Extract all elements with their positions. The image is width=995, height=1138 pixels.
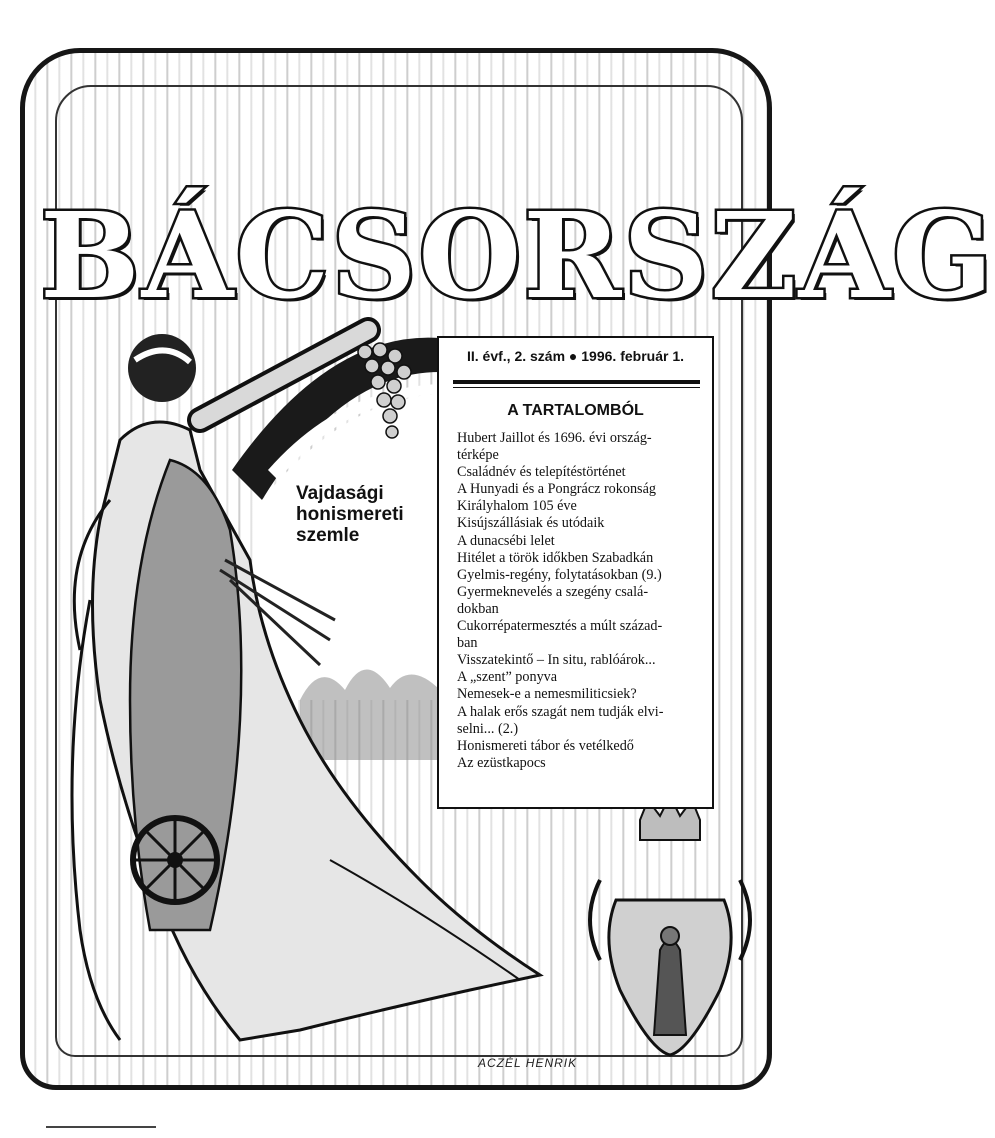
divider-thick <box>453 380 700 384</box>
artist-signature: ACZÉL HENRIK <box>478 1056 578 1070</box>
toc-line: Az ezüstkapocs <box>457 754 546 771</box>
coat-of-arms <box>590 796 750 1055</box>
toc-line: Hitélet a török időkben Szabadkán <box>457 549 654 566</box>
masthead-text: BÁCSORSZÁG <box>40 186 995 325</box>
toc-list <box>457 430 709 772</box>
divider-thin <box>453 387 700 388</box>
toc-line: Honismereti tábor és vetélkedő <box>457 737 634 754</box>
toc-line: A Hunyadi és a Pongrácz rokonság <box>457 481 656 498</box>
toc-line: Kisújszállásiak és utódaik <box>457 515 605 532</box>
masthead-title <box>40 186 995 326</box>
toc-line: dokban <box>457 600 499 617</box>
toc-line: ban <box>457 635 478 652</box>
toc-line: Gyermeknevelés a szegény csalá- <box>457 583 649 600</box>
subtitle-line: szemle <box>296 525 360 546</box>
toc-line: Családnév és telepítéstörténet <box>457 464 626 481</box>
toc-heading: A TARTALOMBÓL <box>507 402 644 419</box>
toc-line: Királyhalom 105 éve <box>457 498 577 515</box>
toc-line: A „szent” ponyva <box>457 669 558 686</box>
toc-line: Cukorrépatermesztés a múlt század- <box>457 618 663 635</box>
toc-line: Hubert Jaillot és 1696. évi ország- <box>457 430 652 446</box>
subtitle <box>296 483 436 546</box>
woman-head <box>128 334 196 402</box>
distant-trees <box>300 669 440 760</box>
scan-edge-line <box>46 1126 156 1128</box>
toc-line: A dunacsébi lelet <box>457 532 555 549</box>
toc-line: térképe <box>457 447 499 464</box>
chariot-wheel <box>133 818 217 902</box>
issue-info: II. évf., 2. szám ● 1996. február 1. <box>466 348 684 364</box>
toc-line: Visszatekintő – In situ, rablóárok... <box>457 652 656 669</box>
table-of-contents-box <box>437 336 714 809</box>
subtitle-line: Vajdasági <box>296 483 384 504</box>
toc-line: A halak erős szagát nem tudják elvi- <box>457 703 664 720</box>
toc-line: Gyelmis-regény, folytatásokban (9.) <box>457 566 662 583</box>
toc-line: Nemesek-e a nemesmiliticsiek? <box>457 686 637 703</box>
toc-line: selni... (2.) <box>457 720 519 737</box>
subtitle-line: honismereti <box>296 504 404 525</box>
